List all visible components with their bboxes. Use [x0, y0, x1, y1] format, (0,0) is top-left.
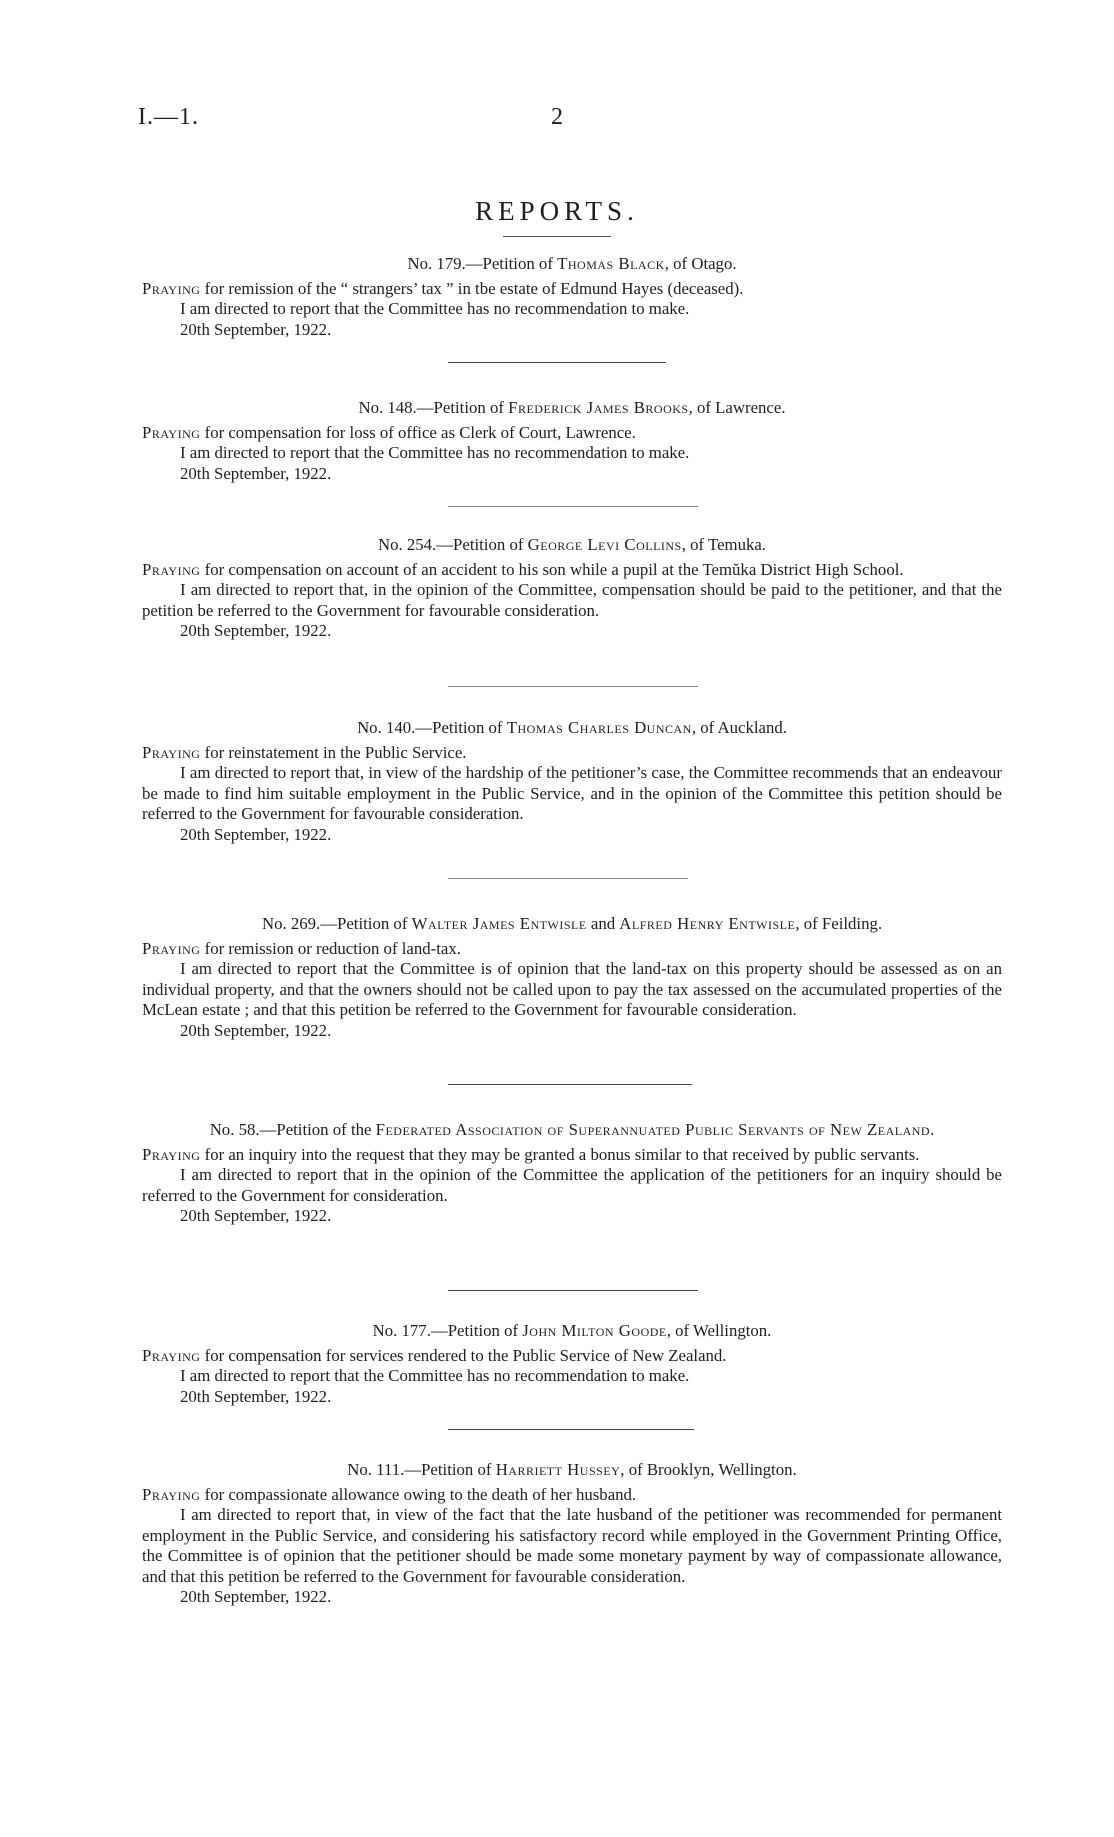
report-date: 20th September, 1922.	[180, 1386, 332, 1406]
title-rule	[503, 236, 611, 237]
page-title: REPORTS.	[475, 196, 639, 226]
petition-179	[142, 254, 1002, 340]
report-text: I am directed to report that the Committee has no recommendation to make.	[180, 299, 690, 318]
petitioner-name: Walter James Entwisle	[411, 914, 587, 933]
report-text: I am directed to report that the Committee has no recommendation to make.	[180, 443, 690, 462]
praying-text: Praying for an inquiry into the request that they may be granted a bonus similar to that received by public servants.	[142, 1144, 920, 1164]
petitioner-name: Thomas Black	[557, 254, 665, 273]
praying-text: Praying for remission of the “ strangers’ tax ” in tbe estate of Edmund Hayes (deceased).	[142, 278, 744, 298]
petition-heading: No. 140.—Petition of Thomas Charles Duncan, of Auckland.	[357, 718, 787, 737]
praying-text: Praying for compassionate allowance owing to the death of her husband.	[142, 1484, 637, 1504]
report-text: I am directed to report that the Committee is of opinion that the land-tax on this property should be assessed as on an individual property, and that the owners should not be called upon to pay the tax assessed on the accumulated properties of the McLean estate ; and that this petition be referred to the Government for favourable consideration.	[142, 959, 1002, 1019]
page-number: 2	[551, 104, 563, 130]
petitioner-name: Frederick James Brooks	[508, 398, 689, 417]
petitioner-name: Harriett Hussey	[495, 1460, 621, 1479]
report-date: 20th September, 1922.	[180, 1020, 332, 1040]
petition-58	[142, 1120, 1002, 1227]
report-text: I am directed to report that the Committee has no recommendation to make.	[180, 1366, 690, 1385]
petitioner-name: John Milton Goode	[522, 1321, 667, 1340]
separator-rule	[448, 362, 666, 363]
petition-177	[142, 1321, 1002, 1407]
report-date: 20th September, 1922.	[180, 621, 332, 640]
report-date: 20th September, 1922.	[180, 824, 332, 844]
report-date: 20th September, 1922.	[180, 1587, 332, 1606]
praying-text: Praying for remission or reduction of land-tax.	[142, 938, 461, 958]
petition-heading: No. 111.—Petition of Harriett Hussey, of Brooklyn, Wellington.	[347, 1460, 797, 1479]
petition-heading: No. 177.—Petition of John Milton Goode, of Wellington.	[372, 1321, 772, 1340]
separator-rule	[448, 1084, 692, 1085]
praying-text: Praying for reinstatement in the Public Service.	[142, 742, 467, 762]
petition-148	[142, 398, 1002, 484]
report-text: I am directed to report that, in view of the hardship of the petitioner’s case, the Committee recommends that an endeavour be made to find him suitable employment in the Public Service, and in the opinion of the Committee this petition should be referred to the Government for favourable consideration.	[142, 763, 1002, 823]
praying-text: Praying for compensation for loss of office as Clerk of Court, Lawrence.	[142, 422, 636, 442]
report-text: I am directed to report that, in view of the fact that the late husband of the petitioner was recommended for permanent employment in the Public Service, and considering his satisfactory record while employed in the Government Printing Office, the Committee is of opinion that the petitioner should be made some monetary payment by way of compassionate allowance, and that this petition be referred to the Government for favourable consideration.	[142, 1505, 1002, 1586]
praying-text: Praying for compensation for services rendered to the Public Service of New Zealand.	[142, 1345, 727, 1365]
document-reference: I.—1.	[138, 104, 199, 130]
separator-rule	[448, 686, 698, 687]
report-text: I am directed to report that, in the opinion of the Committee, compensation should be paid to the petitioner, and that the petition be referred to the Government for favourable consideration.	[142, 580, 1002, 620]
petition-254	[142, 535, 1002, 642]
petitioner-name: Federated Association of Superannuated Public Servants of New Zealand	[375, 1120, 931, 1139]
petition-heading: No. 179.—Petition of Thomas Black, of Otago.	[407, 254, 737, 273]
report-date: 20th September, 1922.	[180, 1206, 332, 1225]
separator-rule	[448, 1429, 694, 1430]
petition-heading: No. 58.—Petition of the Federated Association of Superannuated Public Servants of New Zealand.	[209, 1120, 935, 1139]
petition-heading: No. 254.—Petition of George Levi Collins, of Temuka.	[377, 535, 767, 554]
petition-269	[142, 914, 1002, 1041]
praying-text: Praying for compensation on account of an accident to his son while a pupil at the Temŭka District High School.	[142, 559, 904, 579]
separator-rule	[448, 506, 698, 507]
separator-rule	[448, 1290, 698, 1291]
petition-140	[142, 718, 1002, 845]
petition-111	[142, 1460, 1002, 1608]
petitioner-name: Thomas Charles Duncan	[506, 718, 692, 737]
petition-heading: No. 148.—Petition of Frederick James Brooks, of Lawrence.	[358, 398, 786, 417]
petition-heading: No. 269.—Petition of Walter James Entwisle and Alfred Henry Entwisle, of Feilding.	[261, 914, 883, 933]
report-date: 20th September, 1922.	[180, 463, 332, 483]
petitioner-name-2: Alfred Henry Entwisle	[619, 914, 796, 933]
petitioner-name: George Levi Collins	[527, 535, 682, 554]
report-date: 20th September, 1922.	[180, 319, 332, 339]
report-text: I am directed to report that in the opinion of the Committee the application of the petitioners for an inquiry should be referred to the Government for consideration.	[142, 1165, 1002, 1205]
separator-rule	[448, 878, 688, 879]
